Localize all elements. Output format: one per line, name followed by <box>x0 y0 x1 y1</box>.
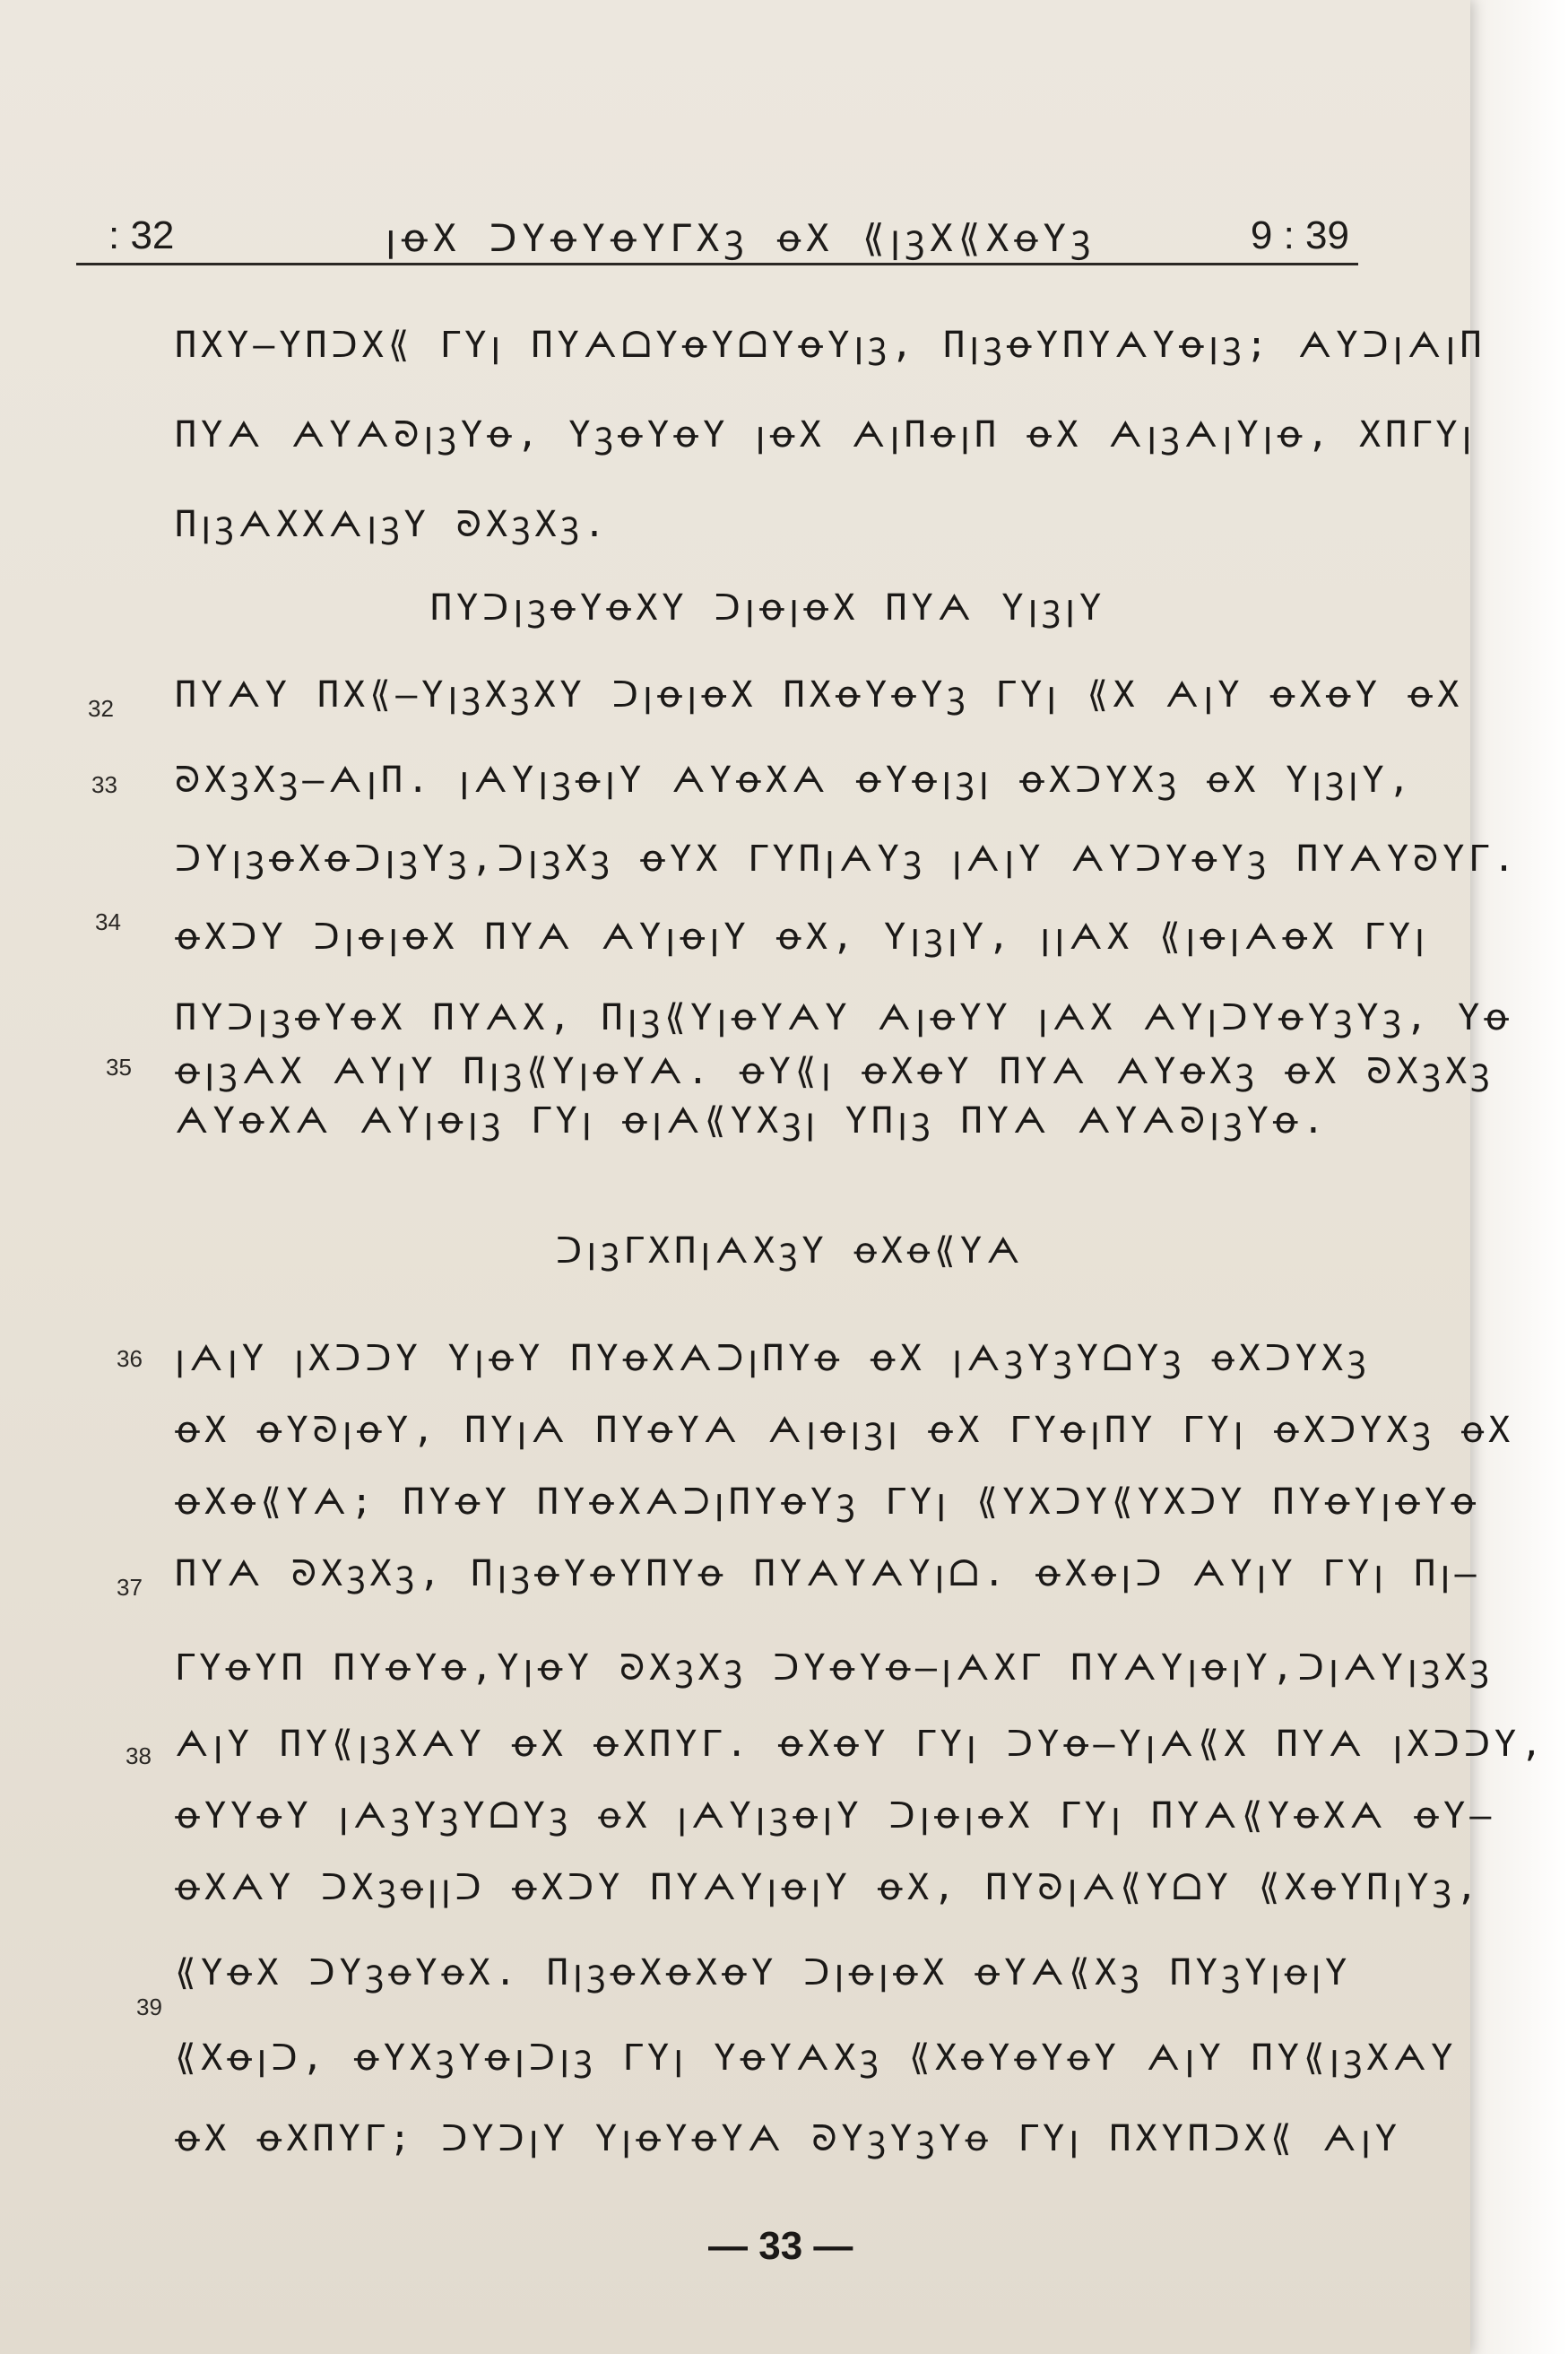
section-heading: ᑐꞁꝫᒥXПꞁᗅXꝫY ꝋXꝋ⟪Yᗅ <box>556 1230 1025 1272</box>
verse-number: 37 <box>117 1574 143 1601</box>
verse-number: 34 <box>95 908 121 935</box>
verse-line: ПYᗅ ᘐXꝫXꝫ, ПꞁꝫꝋYꝋYПYꝋ ПYᗅYᗅYꞁᗝ. ꝋXꝋꞁᑐ ᗅYꞁY ᒥYꞁ Пꞁ– <box>175 1553 1481 1594</box>
verse-line: ⟪YꝋX ᑐYꝫꝋYꝋX. ПꞁꝫꝋXꝋXꝋY ᑐꞁꝋꞁꝋX ꝋYᗅ⟪Xꝫ ПYꝫYꞁꝋꞁY <box>175 1952 1352 1994</box>
verse-line: ПYᗅY ПX⟪–YꞁꝫXꝫXY ᑐꞁꝋꞁꝋX ПXꝋYꝋYꝫ ᒥYꞁ ⟪X ᗅꞁY ꝋXꝋY ꝋX <box>175 674 1464 716</box>
verse-line: ᘐXꝫXꝫ–ᗅꞁП. ꞁᗅYꞁꝫꝋꞁY ᗅYꝋXᗅ ꝋYꝋꞁꝫꞁ ꝋXᑐYXꝫ ꝋX YꞁꝫꞁY, <box>175 760 1415 801</box>
running-head-chapter: : 32 <box>108 213 175 257</box>
text-line: ПYᗅ ᗅYᗅᘐꞁꝫYꝋ, YꝫꝋYꝋY ꞁꝋX ᗅꞁПꝋꞁП ꝋX ᗅꞁꝫᗅꞁYꞁꝋ, XПᒥYꞁ <box>175 414 1477 456</box>
header-divider <box>76 263 1358 265</box>
verse-line: ⟪Xꝋꞁᑐ, ꝋYXꝫYꝋꞁᑐꞁꝫ ᒥYꞁ YꝋYᗅXꝫ ⟪XꝋYꝋYꝋY ᗅꞁY ПY⟪ꞁꝫXᗅY <box>175 2037 1458 2079</box>
text-line: ПXY–YПᑐX⟪ ᒥYꞁ ПYᗅᗝYꝋYᗝYꝋYꞁꝫ, ПꞁꝫꝋYПYᗅYꝋꞁꝫ; ᗅYᑐꞁᗅꞁП <box>175 325 1486 366</box>
verse-line: ꝋXᗅY ᑐXꝫꝋꞁꞁᑐ ꝋXᑐY ПYᗅYꞁꝋꞁY ꝋX, ПYᘐꞁᗅ⟪YᗝY ⟪XꝋYПꞁYꝫ, <box>175 1867 1483 1908</box>
verse-line: ꝋXꝋ⟪Yᗅ; ПYꝋY ПYꝋXᗅᑐꞁПYꝋYꝫ ᒥYꞁ ⟪YXᑐY⟪YXᑐY ПYꝋYꞁꝋYꝋ <box>175 1481 1481 1523</box>
verse-number: 32 <box>88 695 114 722</box>
verse-line: ꝋXᑐY ᑐꞁꝋꞁꝋX ПYᗅ ᗅYꞁꝋꞁY ꝋX, YꞁꝫꞁY, ꞁꞁᗅX ⟪ꞁꝋꞁᗅꝋX ᒥYꞁ <box>175 916 1430 958</box>
verse-number: 33 <box>91 771 117 798</box>
page-number: — 33 — <box>708 2224 853 2268</box>
verse-line: ꝋꞁꝫᗅX ᗅYꞁY Пꞁꝫ⟪YꞁꝋYᗅ. ꝋY⟪ꞁ ꝋXꝋY ПYᗅ ᗅYꝋXꝫ ꝋX ᘐXꝫXꝫ <box>175 1051 1494 1092</box>
verse-line: ꝋX ꝋXПYᒥ; ᑐYᑐꞁY YꞁꝋYꝋYᗅ ᘐYꝫYꝫYꝋ ᒥYꞁ ПXYПᑐX⟪ ᗅꞁY <box>175 2118 1402 2159</box>
text-line: ПꞁꝫᗅXXᗅꞁꝫY ᘐXꝫXꝫ. <box>175 504 611 545</box>
verse-line: ᗅꞁY ПY⟪ꞁꝫXᗅY ꝋX ꝋXПYᒥ. ꝋXꝋY ᒥYꞁ ᑐYꝋ–Yꞁᗅ⟪X ПYᗅ ꞁXᑐᑐY, <box>175 1724 1547 1765</box>
verse-number: 39 <box>136 1994 162 2020</box>
verse-line: ᒥYꝋYП ПYꝋYꝋ,YꞁꝋY ᘐXꝫXꝫ ᑐYꝋYꝋ–ꞁᗅXᒥ ПYᗅYꞁꝋꞁY,ᑐꞁᗅYꞁꝫXꝫ <box>175 1647 1494 1689</box>
verse-number: 38 <box>126 1742 152 1769</box>
running-head-verse-range: 9 : 39 <box>1250 213 1349 257</box>
verse-line: ᗅYꝋXᗅ ᗅYꞁꝋꞁꝫ ᒥYꞁ ꝋꞁᗅ⟪YXꝫꞁ YПꞁꝫ ПYᗅ ᗅYᗅᘐꞁꝫYꝋ. <box>175 1100 1329 1142</box>
running-head <box>76 206 1358 269</box>
verse-number: 35 <box>106 1054 132 1081</box>
running-head-title: ꞁꝋX ᑐYꝋYꝋYᒥXꝫ ꝋX ⟪ꞁꝫX⟪XꝋYꝫ <box>386 216 1096 260</box>
section-heading: ПYᑐꞁꝫꝋYꝋXY ᑐꞁꝋꞁꝋX ПYᗅ YꞁꝫꞁY <box>430 587 1106 629</box>
verse-line: ꞁᗅꞁY ꞁXᑐᑐY YꞁꝋY ПYꝋXᗅᑐꞁПYꝋ ꝋX ꞁᗅꝫYꝫYᗝYꝫ ꝋXᑐYXꝫ <box>175 1338 1371 1379</box>
verse-line: ꝋYYꝋY ꞁᗅꝫYꝫYᗝYꝫ ꝋX ꞁᗅYꞁꝫꝋꞁY ᑐꞁꝋꞁꝋX ᒥYꞁ ПYᗅ⟪YꝋXᗅ ꝋY– <box>175 1795 1496 1837</box>
verse-line: ꝋX ꝋYᘐꞁꝋY, ПYꞁᗅ ПYꝋYᗅ ᗅꞁꝋꞁꝫꞁ ꝋX ᒥYꝋꞁПY ᒥYꞁ ꝋXᑐYXꝫ ꝋX <box>175 1410 1515 1451</box>
verse-line: ᑐYꞁꝫꝋXꝋᑐꞁꝫYꝫ,ᑐꞁꝫXꝫ ꝋYX ᒥYПꞁᗅYꝫ ꞁᗅꞁY ᗅYᑐYꝋYꝫ ПYᗅYᘐYᒥ. <box>175 838 1520 880</box>
verse-line: ПYᑐꞁꝫꝋYꝋX ПYᗅX, Пꞁꝫ⟪YꞁꝋYᗅY ᗅꞁꝋYY ꞁᗅX ᗅYꞁᑐYꝋYꝫYꝫ, Yꝋ <box>175 997 1514 1038</box>
verse-number: 36 <box>117 1345 143 1372</box>
